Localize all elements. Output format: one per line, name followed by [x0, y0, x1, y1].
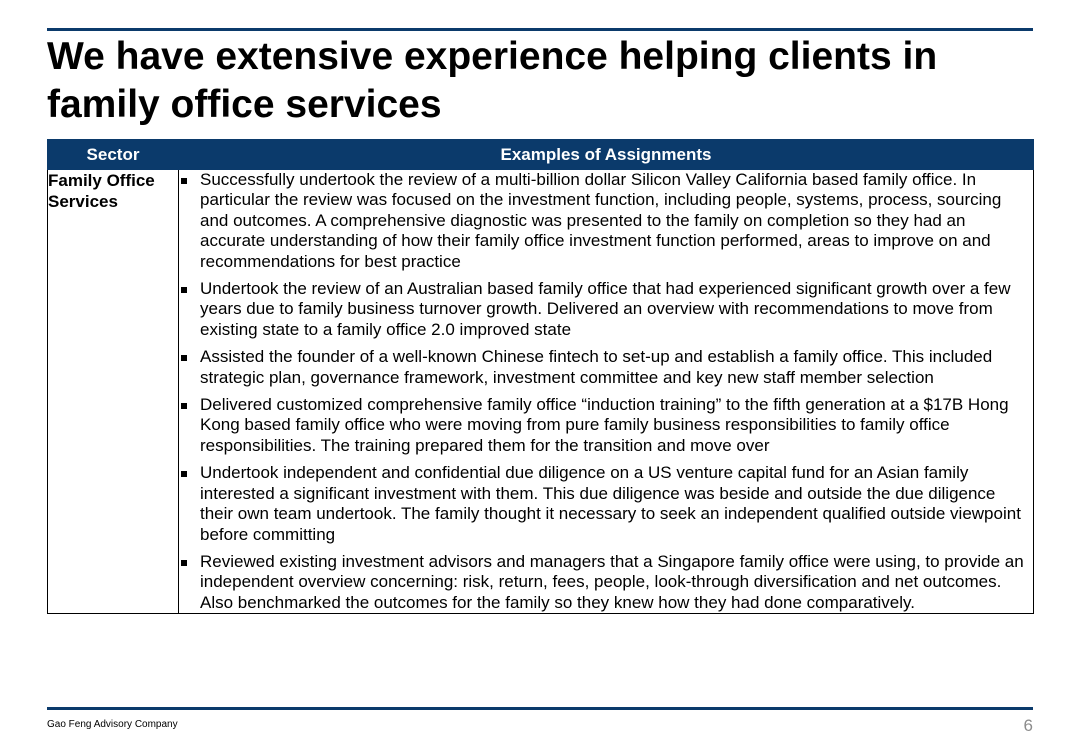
top-rule [47, 28, 1033, 31]
header-sector: Sector [48, 140, 179, 170]
list-item [179, 395, 1033, 456]
list-item [179, 463, 1033, 545]
square-bullet-icon [181, 287, 187, 293]
list-item [179, 347, 1033, 388]
footer-company: Gao Feng Advisory Company [47, 719, 178, 730]
assignment-text: Delivered customized comprehensive family office “induction training” to the fifth generation at a $17B Hong Kong based family office who were moving from pure family business responsibilities to family office responsibilities. The training prepared them for the transition and move over [200, 395, 1009, 455]
page-title: We have extensive experience helping clients in family office services [47, 35, 938, 126]
assignment-list [179, 170, 1033, 613]
square-bullet-icon [181, 178, 187, 184]
assignment-text: Assisted the founder of a well-known Chinese fintech to set-up and establish a family office. This included strategic plan, governance framework, investment committee and key new staff member selection [200, 347, 993, 387]
assignments-table [47, 139, 1034, 614]
assignment-text: Undertook independent and confidential due diligence on a US venture capital fund for an Asian family interested a significant investment with them. This due diligence was beside and outside the due diligence their own team undertook. The family thought it necessary to seek an independent qualified outside viewpoint before committing [200, 463, 1021, 544]
list-item [179, 170, 1033, 272]
assignment-text: Undertook the review of an Australian based family office that had experienced significant growth over a few years due to family business turnover growth. Delivered an overview with recommendations to move from existing state to a family office 2.0 improved state [200, 279, 1011, 339]
assignment-text: Successfully undertook the review of a multi-billion dollar Silicon Valley California based family office. In particular the review was focused on the investment function, including people, systems, process, sourcing and outcomes. A comprehensive diagnostic was presented to the family on completion so they had an accurate understanding of how their family office investment function performed, areas to improve on and recommendations for best practice [200, 170, 1002, 271]
list-item [179, 279, 1033, 340]
square-bullet-icon [181, 471, 187, 477]
square-bullet-icon [181, 355, 187, 361]
page-number: 6 [1023, 716, 1033, 735]
assignments-cell [179, 170, 1034, 614]
list-item [179, 552, 1033, 613]
square-bullet-icon [181, 560, 187, 566]
square-bullet-icon [181, 403, 187, 409]
assignment-text: Reviewed existing investment advisors and managers that a Singapore family office were using, to provide an independent overview concerning: risk, return, fees, people, look-through diversification and net outcomes. Also benchmarked the outcomes for the family so they knew how they had done comparatively. [200, 551, 1024, 612]
table-row [48, 170, 1034, 614]
header-examples: Examples of Assignments [179, 140, 1034, 170]
sector-cell: Family Office Services [48, 170, 179, 614]
table-header-row [48, 140, 1034, 170]
bottom-rule [47, 707, 1033, 710]
